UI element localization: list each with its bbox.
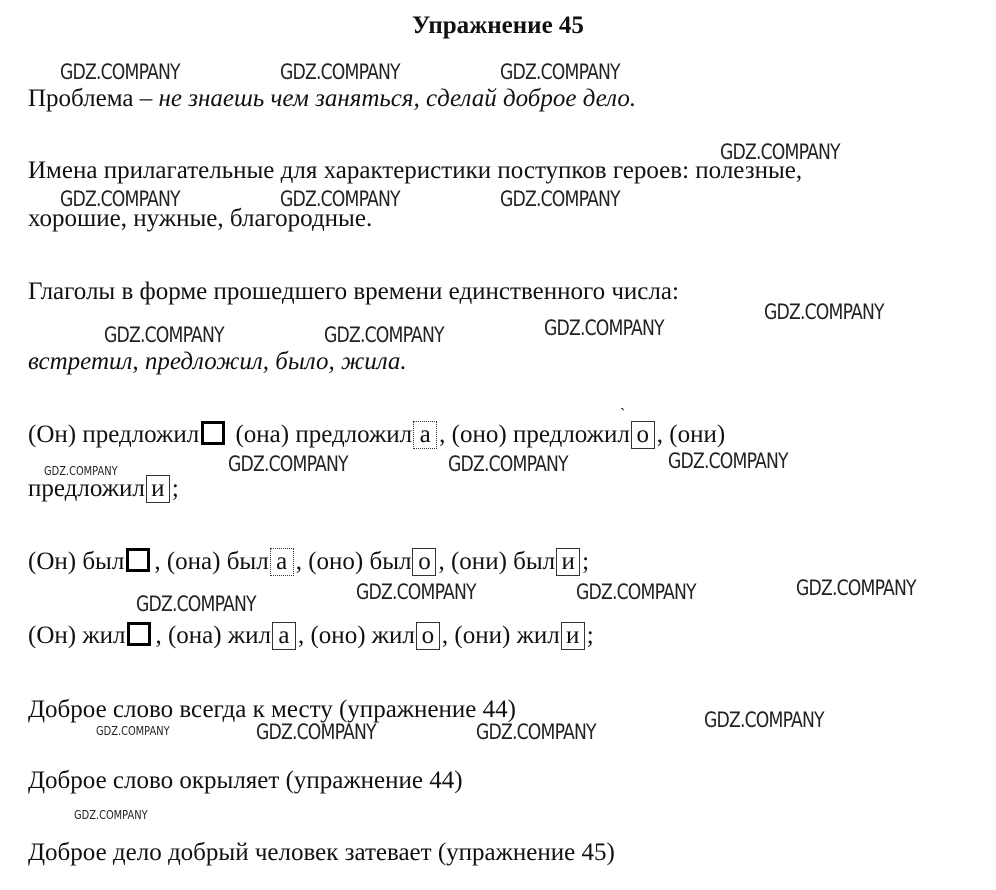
ending-box: а bbox=[272, 622, 296, 650]
ending-box: и bbox=[556, 548, 580, 576]
watermark: GDZ.COMPANY bbox=[96, 724, 170, 738]
watermark: GDZ.COMPANY bbox=[668, 449, 788, 473]
watermark: GDZ.COMPANY bbox=[796, 576, 916, 600]
watermark: GDZ.COMPANY bbox=[228, 452, 348, 476]
watermark: GDZ.COMPANY bbox=[500, 60, 620, 84]
watermark: GDZ.COMPANY bbox=[356, 580, 476, 604]
ending-box: и bbox=[561, 622, 585, 650]
watermark: GDZ.COMPANY bbox=[104, 323, 224, 347]
problem-label: Проблема – bbox=[28, 85, 159, 112]
ending-box: а bbox=[413, 421, 437, 449]
form-text: , (они) был bbox=[438, 548, 556, 575]
watermark: GDZ.COMPANY bbox=[60, 60, 180, 84]
ending-box: а bbox=[270, 548, 294, 576]
watermark: GDZ.COMPANY bbox=[704, 708, 824, 732]
watermark: GDZ.COMPANY bbox=[448, 452, 568, 476]
verbs-list: встретил, предложил, было, жила. bbox=[28, 348, 407, 375]
proverb-3: Доброе дело добрый человек затевает (упражнение 45) bbox=[28, 839, 615, 866]
form-text: , (она) жил bbox=[155, 622, 271, 649]
zero-ending-box bbox=[127, 622, 151, 646]
watermark: GDZ.COMPANY bbox=[544, 316, 664, 340]
form-text: , (она) был bbox=[154, 548, 269, 575]
watermark: GDZ.COMPANY bbox=[764, 300, 884, 324]
form-text: , (они) bbox=[656, 421, 726, 448]
form-text: (Он) был bbox=[28, 548, 125, 575]
zhil-row bbox=[28, 621, 594, 651]
ending-box: о bbox=[631, 421, 655, 449]
watermark: GDZ.COMPANY bbox=[720, 140, 840, 164]
byl-row bbox=[28, 547, 589, 577]
predlozhil-row-2 bbox=[28, 474, 179, 504]
watermark: GDZ.COMPANY bbox=[280, 187, 400, 211]
watermark: GDZ.COMPANY bbox=[60, 187, 180, 211]
form-text: ; bbox=[586, 622, 594, 649]
proverb-1: Доброе слово всегда к месту (упражнение 44) bbox=[28, 696, 516, 723]
form-text: предложил bbox=[28, 475, 145, 502]
ending-box: о bbox=[412, 548, 436, 576]
zero-ending-box bbox=[126, 548, 150, 572]
verbs-heading: Глаголы в форме прошедшего времени единственного числа: bbox=[28, 278, 679, 305]
form-text: (Он) предложил bbox=[28, 421, 200, 448]
watermark: GDZ.COMPANY bbox=[44, 464, 118, 478]
form-text: (она) предложил bbox=[235, 421, 413, 448]
form-text: , (оно) жил bbox=[297, 622, 415, 649]
form-text: ; bbox=[171, 475, 179, 502]
predlozhil-row bbox=[28, 420, 725, 450]
ending-box: о bbox=[416, 622, 440, 650]
form-text: (Он) жил bbox=[28, 622, 126, 649]
watermark: GDZ.COMPANY bbox=[324, 323, 444, 347]
tick-mark: ` bbox=[620, 406, 626, 423]
problem-line bbox=[28, 84, 636, 114]
proverb-2: Доброе слово окрыляет (упражнение 44) bbox=[28, 767, 463, 794]
ending-box: и bbox=[146, 475, 170, 503]
watermark: GDZ.COMPANY bbox=[136, 592, 256, 616]
zero-ending-box bbox=[201, 421, 225, 445]
watermark: GDZ.COMPANY bbox=[256, 720, 376, 744]
form-text: ; bbox=[582, 548, 590, 575]
page-title: Упражнение 45 bbox=[412, 12, 584, 39]
watermark: GDZ.COMPANY bbox=[74, 808, 148, 822]
watermark: GDZ.COMPANY bbox=[280, 60, 400, 84]
form-text: , (оно) предложил bbox=[439, 421, 630, 448]
adjectives-line-1: Имена прилагательные для характеристики поступков героев: полезные, bbox=[28, 157, 803, 184]
form-text: , (оно) был bbox=[295, 548, 412, 575]
form-text: , (они) жил bbox=[441, 622, 560, 649]
watermark: GDZ.COMPANY bbox=[500, 187, 620, 211]
watermark: GDZ.COMPANY bbox=[476, 720, 596, 744]
problem-text: не знаешь чем заняться, сделай доброе дело. bbox=[158, 85, 637, 112]
watermark: GDZ.COMPANY bbox=[576, 580, 696, 604]
adjectives-line-2: хорошие, нужные, благородные. bbox=[28, 205, 373, 232]
